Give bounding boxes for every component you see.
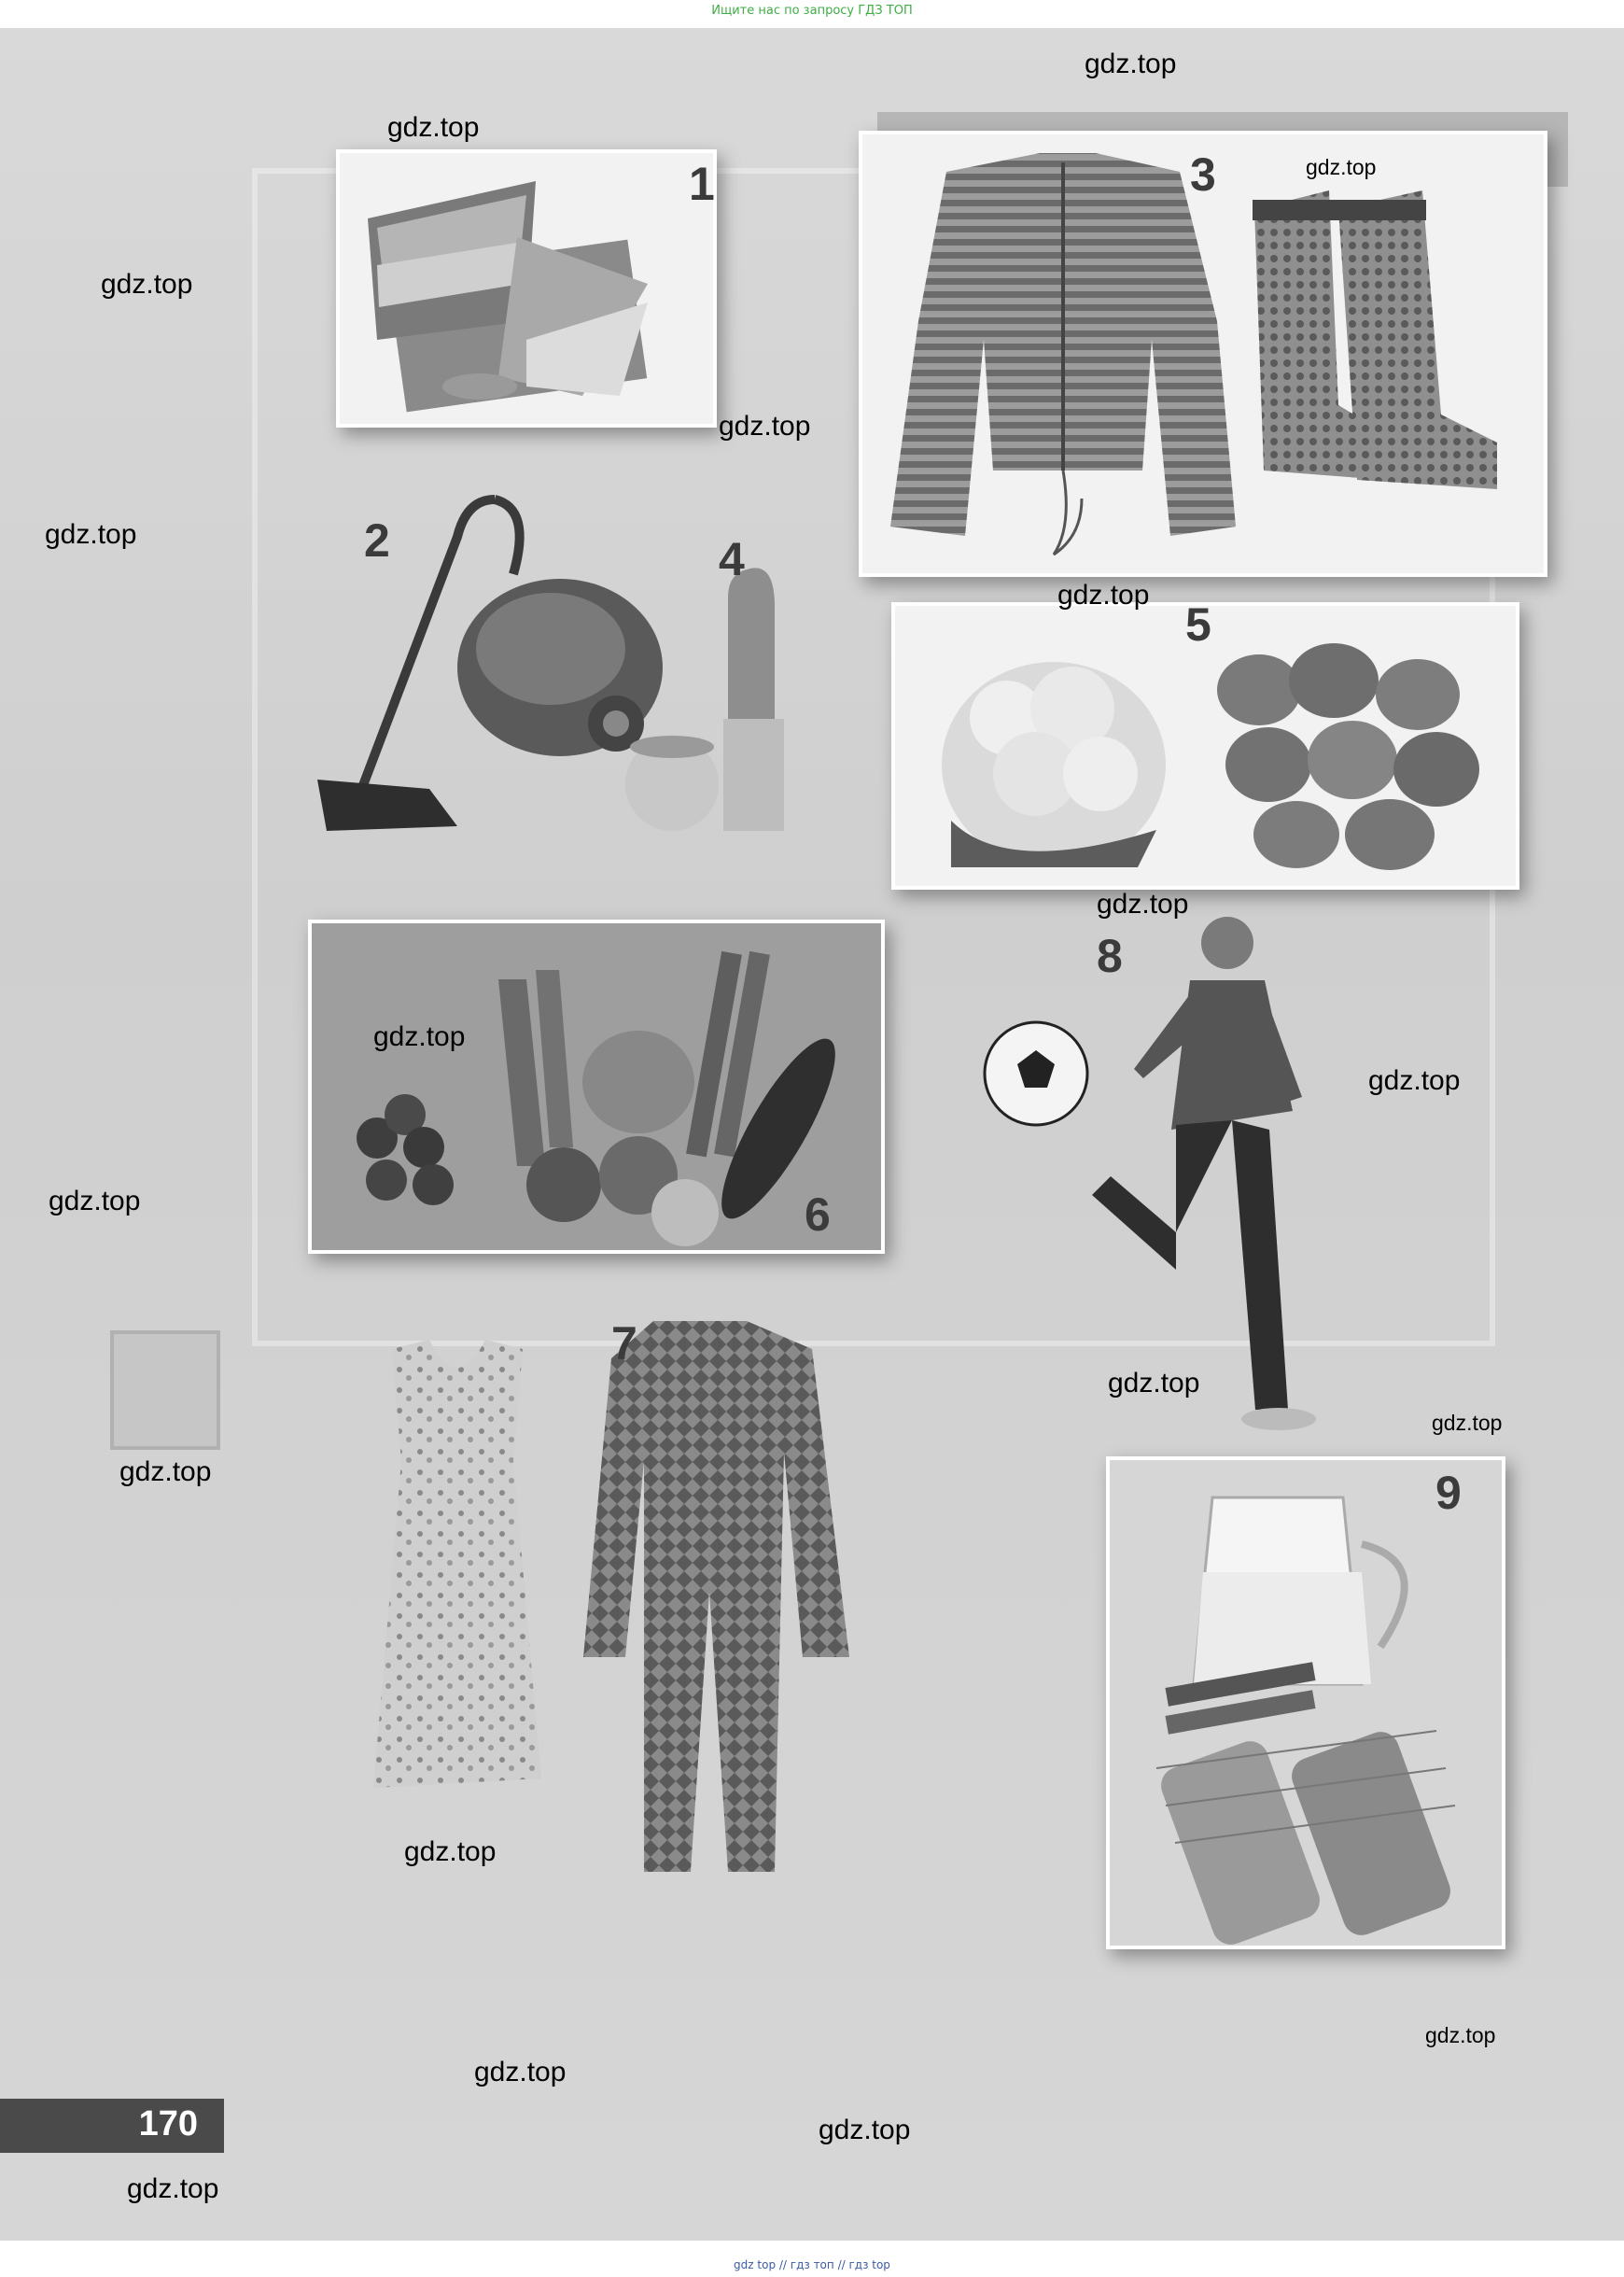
photo-lipstick [597,560,849,850]
picture-number: 4 [719,533,745,585]
photo-sandwich [336,149,717,428]
watermark: gdz.top [719,411,811,442]
watermark: gdz.top [387,112,480,143]
top-banner[interactable]: Ищите нас по запросу ГДЗ ТОП [711,4,913,18]
watermark: gdz.top [127,2173,219,2204]
watermark: gdz.top [49,1186,141,1216]
watermark: gdz.top [1432,1411,1503,1435]
boy-football-illustration [980,910,1353,1433]
page-number-tab [0,2099,224,2153]
lipstick-illustration [597,560,849,850]
picture-number: 3 [1190,148,1216,201]
watermark: gdz.top [45,519,137,550]
picture-number: 2 [364,514,390,567]
picture-number: 1 [689,158,715,210]
watermark: gdz.top [119,1456,212,1487]
picture-number: 8 [1097,930,1123,982]
photo-milk-and-biscuits [1106,1456,1505,1949]
watermark: gdz.top [474,2057,567,2087]
page-number: 170 [138,2104,198,2143]
watermark: gdz.top [101,269,193,300]
watermark: gdz.top [373,1021,466,1052]
watermark: gdz.top [819,2115,911,2145]
watermark: gdz.top [1306,155,1377,179]
photo-boy-with-football [980,910,1353,1433]
watermark: gdz.top [1057,580,1150,611]
watermark: gdz.top [404,1836,497,1867]
picture-number: 9 [1435,1467,1462,1519]
picture-number: 6 [805,1188,831,1241]
watermark: gdz.top [1425,2023,1496,2047]
picture-number: 7 [611,1317,637,1370]
photo-vegetables [308,920,885,1254]
faded-margin-icon [110,1330,220,1450]
watermark: gdz.top [1368,1065,1461,1096]
milk-biscuits-illustration [1110,1460,1502,1946]
picture-number: 5 [1185,598,1211,651]
watermark: gdz.top [1097,889,1189,920]
watermark: gdz.top [1085,49,1177,79]
bottom-banner[interactable]: gdz top // гдз топ // гдз top [734,2258,890,2271]
watermark: gdz.top [1108,1368,1200,1399]
vegetables-illustration [312,923,881,1250]
sandwich-illustration [340,153,713,424]
